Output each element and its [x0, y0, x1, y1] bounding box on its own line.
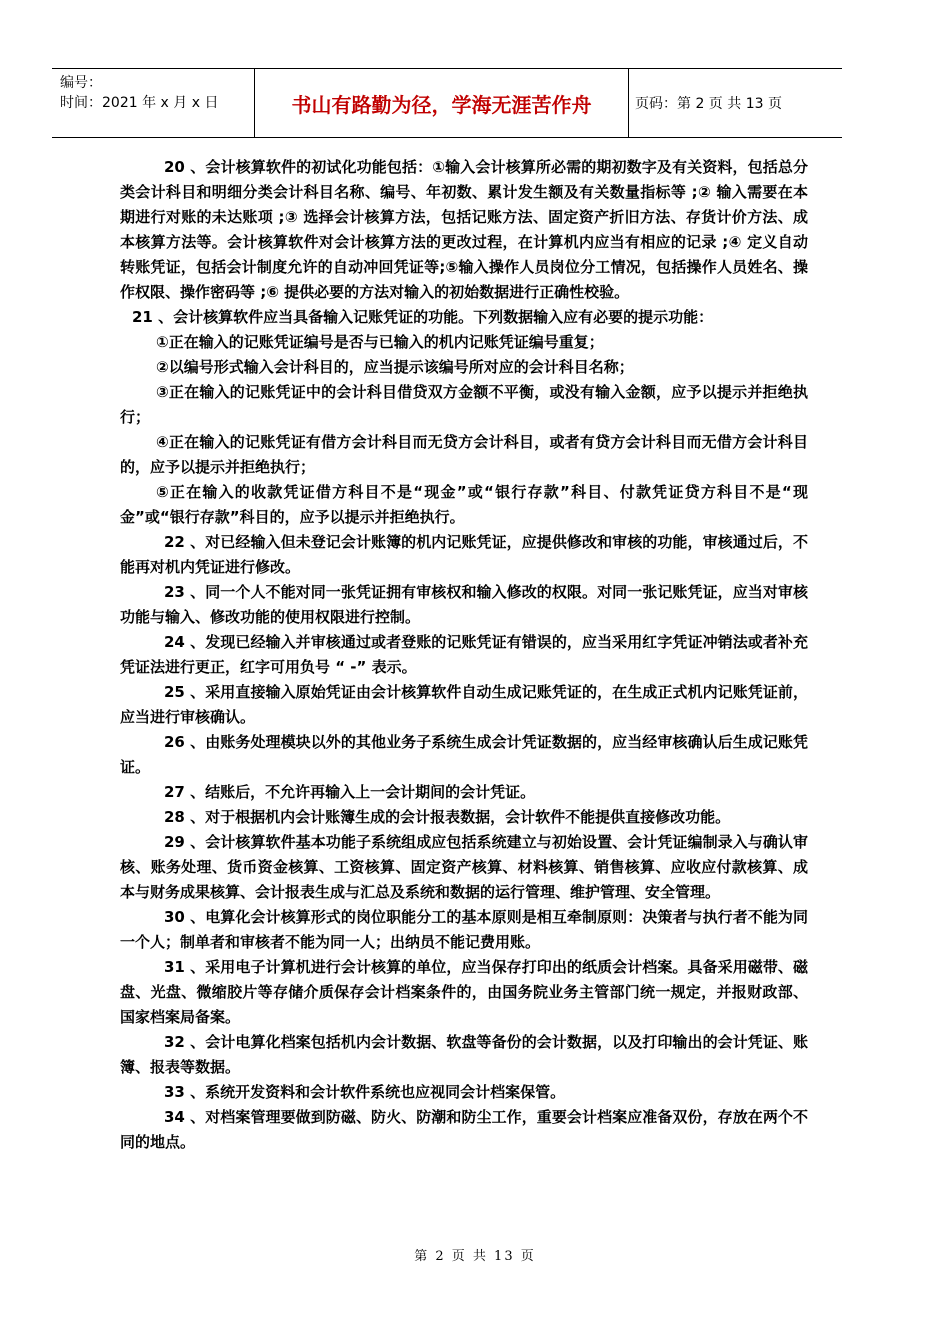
paragraph-22: 22 、对已经输入但未登记会计账簿的机内记账凭证，应提供修改和审核的功能，审核通过后，不能再对机内凭证进行修改。: [120, 533, 808, 576]
paragraph-26: 26 、由账务处理模块以外的其他业务子系统生成会计凭证数据的，应当经审核确认后生成记账凭证。: [120, 733, 808, 776]
paragraph-25: 25 、采用直接输入原始凭证由会计核算软件自动生成记账凭证的，在生成正式机内记账凭证前，应当进行审核确认。: [120, 683, 808, 726]
paragraph-30: 30 、电算化会计核算形式的岗位职能分工的基本原则是相互牵制原则：决策者与执行者不能为同一个人；制单者和审核者不能为同一人；出纳员不能记费用账。: [120, 908, 808, 951]
prompt-item-2: ②以编号形式输入会计科目的，应当提示该编号所对应的会计科目名称；: [156, 358, 634, 376]
paragraph-24: 24 、发现已经输入并审核通过或者登账的记账凭证有错误的，应当采用红字凭证冲销法或者补充凭证法进行更正，红字可用负号 “ -” 表示。: [120, 633, 808, 676]
document-body: [120, 155, 808, 1155]
document-time-label: 时间：2021 年 x 月 x 日: [60, 95, 219, 111]
paragraph-28: 28 、对于根据机内会计账簿生成的会计报表数据，会计软件不能提供直接修改功能。: [164, 808, 731, 826]
paragraph-20: 20 、会计核算软件的初试化功能包括：①输入会计核算所必需的期初数字及有关资料，包括总分类会计科目和明细分类会计科目名称、编号、年初数、累计发生额及有关数量指标等 ;② 输入需要在本期进行对账的未达账项 ;③ 选择会计核算方法，包括记账方法、固定资产折旧方法、存货计价方法、成本核算方法等。会计核算软件对会计核算方法的更改过程，在计算机内应当有相应的记录 ;④ 定义自动转账凭证，包括会计制度允许的自动冲回凭证等;⑤输入操作人员岗位分工情况，包括操作人员姓名、操作权限、操作密码等 ;⑥ 提供必要的方法对输入的初始数据进行正确性校验。: [120, 158, 808, 301]
paragraph-27: 27 、结账后，不允许再输入上一会计期间的会计凭证。: [164, 783, 536, 801]
paragraph-32: 32 、会计电算化档案包括机内会计数据、软盘等备份的会计数据，以及打印输出的会计凭证、账簿、报表等数据。: [120, 1033, 808, 1076]
prompt-item-1: ①正在输入的记账凭证编号是否与已输入的机内记账凭证编号重复；: [156, 333, 604, 351]
prompt-item-4: ④正在输入的记账凭证有借方会计科目而无贷方会计科目，或者有贷方会计科目而无借方会计科目的，应予以提示并拒绝执行；: [120, 433, 808, 476]
header-meta: [52, 69, 254, 137]
paragraph-34: 34 、对档案管理要做到防磁、防火、防潮和防尘工作，重要会计档案应准备双份，存放在两个不同的地点。: [120, 1108, 808, 1151]
prompt-item-3: ③正在输入的记账凭证中的会计科目借贷双方金额不平衡，或没有输入金额，应予以提示并拒绝执行；: [120, 383, 808, 426]
document-number-label: 编号：: [60, 75, 102, 91]
paragraph-29: 29 、会计核算软件基本功能子系统组成应包括系统建立与初始设置、会计凭证编制录入与确认审核、账务处理、货币资金核算、工资核算、固定资产核算、材料核算、销售核算、应收应付款核算、成本与财务成果核算、会计报表生成与汇总及系统和数据的运行管理、维护管理、安全管理。: [120, 833, 808, 901]
page-header: [52, 68, 842, 138]
paragraph-23: 23 、同一个人不能对同一张凭证拥有审核权和输入修改的权限。对同一张记账凭证，应当对审核功能与输入、修改功能的使用权限进行控制。: [120, 583, 808, 626]
header-motto: 书山有路勤为径，学海无涯苦作舟: [254, 69, 629, 137]
paragraph-21: 21 、会计核算软件应当具备输入记账凭证的功能。下列数据输入应有必要的提示功能：: [132, 308, 714, 326]
paragraph-33: 33 、系统开发资料和会计软件系统也应视同会计档案保管。: [164, 1083, 566, 1101]
page-footer: 第 2 页 共 13 页: [414, 1249, 536, 1264]
prompt-item-5: ⑤正在输入的收款凭证借方科目不是“现金”或“银行存款”科目、付款凭证贷方科目不是“现金”或“银行存款”科目的，应予以提示并拒绝执行。: [120, 483, 808, 526]
paragraph-31: 31 、采用电子计算机进行会计核算的单位，应当保存打印出的纸质会计档案。具备采用磁带、磁盘、光盘、微缩胶片等存储介质保存会计档案条件的，由国务院业务主管部门统一规定，并报财政部、国家档案局备案。: [120, 958, 808, 1026]
header-page-info: 页码：第 2 页 共 13 页: [635, 96, 782, 112]
